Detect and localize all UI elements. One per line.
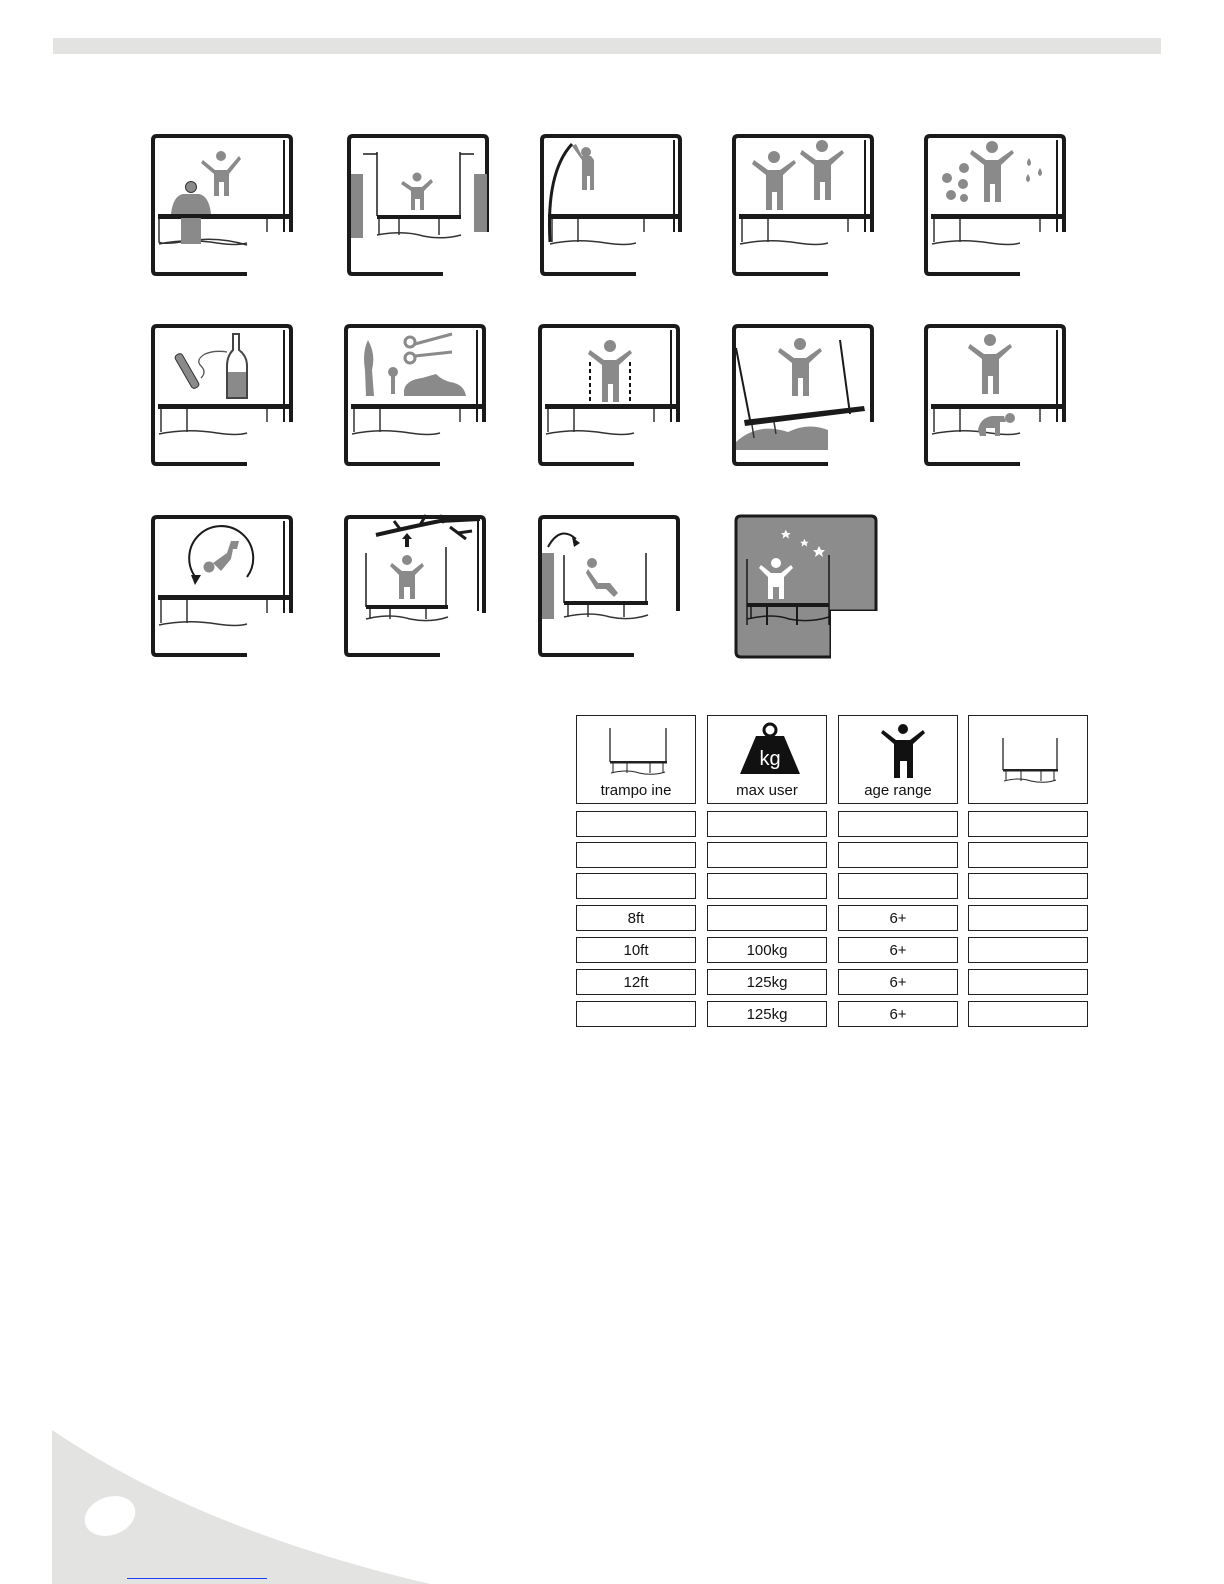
header-trampoline-2: [968, 715, 1088, 804]
header-label: age range: [864, 782, 932, 799]
table-cell: [838, 873, 958, 899]
no-jumping-from-height-icon: [534, 513, 684, 663]
header-label: trampo ine: [600, 782, 672, 799]
no-person-under-trampoline-icon: [147, 132, 297, 282]
table-cell: 6+: [838, 937, 958, 963]
trampoline-small-icon: [969, 716, 1089, 796]
table-cell: 8ft: [576, 905, 696, 931]
header-age-range: [838, 715, 958, 804]
no-use-in-snow-or-rain-icon: [920, 132, 1070, 282]
table-cell: [968, 905, 1088, 931]
header-bar: [53, 38, 1161, 54]
one-jumper-at-a-time-icon: [728, 132, 878, 282]
table-cell: 100kg: [707, 937, 827, 963]
table-cell: [707, 905, 827, 931]
table-cell: 6+: [838, 1001, 958, 1027]
table-cell: [838, 811, 958, 837]
table-cell: [707, 811, 827, 837]
table-cell: [968, 969, 1088, 995]
no-night-use-icon: [733, 513, 883, 663]
footer-link[interactable]: [127, 1566, 267, 1579]
table-cell: 6+: [838, 905, 958, 931]
footer-swoosh: [0, 1420, 560, 1584]
weight-label: kg: [759, 748, 781, 770]
no-smoking-or-alcohol-icon: [147, 322, 297, 472]
table-cell: [968, 1001, 1088, 1027]
table-cell: 125kg: [707, 969, 827, 995]
keep-clear-of-obstacles-icon: [343, 132, 493, 282]
table-cell: [968, 937, 1088, 963]
header-label: max user: [736, 782, 798, 799]
table-cell: 12ft: [576, 969, 696, 995]
table-cell: [968, 842, 1088, 868]
level-ground-only-icon: [728, 322, 878, 472]
table-cell: [968, 811, 1088, 837]
weight-kg-icon: [708, 716, 828, 786]
table-cell: [968, 873, 1088, 899]
table-cell: 125kg: [707, 1001, 827, 1027]
no-somersaults-icon: [147, 513, 297, 663]
overhead-clearance-icon: [340, 513, 490, 663]
no-sharp-objects-or-shoes-icon: [340, 322, 490, 472]
table-cell: 6+: [838, 969, 958, 995]
table-cell: [576, 811, 696, 837]
jump-in-center-icon: [534, 322, 684, 472]
table-cell: 10ft: [576, 937, 696, 963]
person-icon: [839, 716, 959, 786]
table-cell: [707, 842, 827, 868]
table-cell: [576, 873, 696, 899]
table-cell: [576, 1001, 696, 1027]
do-not-grab-net-pole-icon: [536, 132, 686, 282]
table-cell: [707, 873, 827, 899]
table-cell: [576, 842, 696, 868]
no-crawling-under-icon: [920, 322, 1070, 472]
table-cell: [838, 842, 958, 868]
header-trampoline: [576, 715, 696, 804]
trampoline-icon: [577, 716, 697, 786]
header-max-user: [707, 715, 827, 804]
